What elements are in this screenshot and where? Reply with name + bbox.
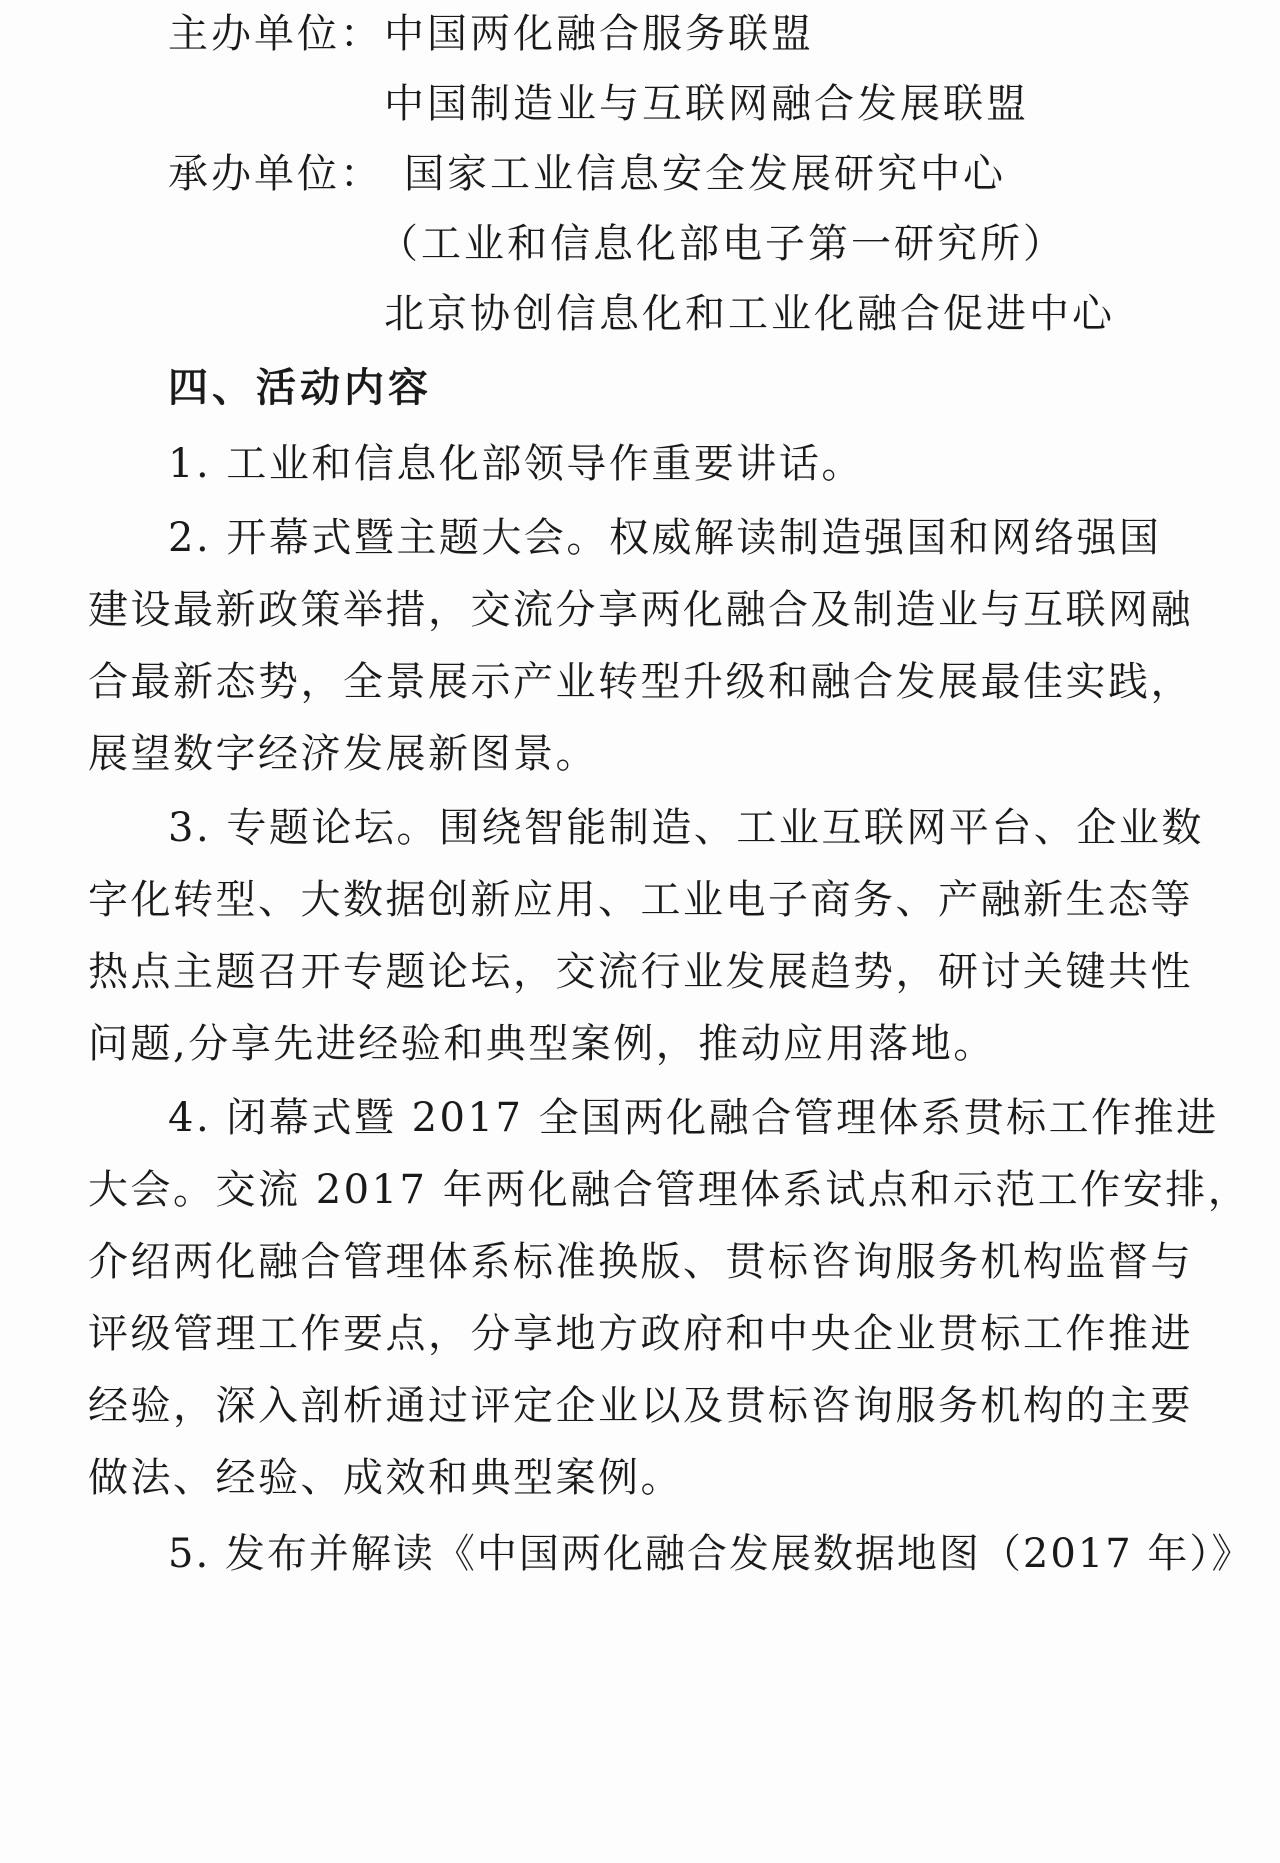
undertaker-org-2: 北京协创信息化和工业化融合促进中心 [384,291,1115,337]
item-3-line-2: 字化转型、大数据创新应用、工业电子商务、产融新生态等 [88,877,1193,923]
item-4-line-3: 介绍两化融合管理体系标准换版、贯标咨询服务机构监督与 [88,1239,1193,1285]
item-4-line-1: 4. 闭幕式暨 2017 全国两化融合管理体系贯标工作推进 [168,1095,1219,1141]
item-2-line-3: 合最新态势，全景展示产业转型升级和融合发展最佳实践， [88,659,1193,705]
host-label: 主办单位： [168,11,383,57]
item-2-line-1: 2. 开幕式暨主题大会。权威解读制造强国和网络强国 [168,515,1162,561]
item-3-line-1: 3. 专题论坛。围绕智能制造、工业互联网平台、企业数 [168,805,1204,851]
item-2-line-2: 建设最新政策举措，交流分享两化融合及制造业与互联网融 [88,587,1193,633]
item-4-line-5: 经验，深入剖析通过评定企业以及贯标咨询服务机构的主要 [88,1383,1193,1429]
item-4-line-4: 评级管理工作要点，分享地方政府和中央企业贯标工作推进 [88,1311,1193,1357]
item-3-line-4: 问题,分享先进经验和典型案例，推动应用落地。 [88,1021,996,1067]
host-org-1: 中国两化融合服务联盟 [384,11,814,57]
item-1-line-1: 1. 工业和信息化部领导作重要讲话。 [168,441,864,487]
host-org-2: 中国制造业与互联网融合发展联盟 [384,81,1029,127]
undertaker-org-1: 国家工业信息安全发展研究中心 [404,151,1006,197]
item-4-line-2: 大会。交流 2017 年两化融合管理体系试点和示范工作安排， [88,1167,1251,1213]
undertaker-label: 承办单位： [168,151,383,197]
item-5-line-1: 5. 发布并解读《中国两化融合发展数据地图（2017 年）》 [168,1531,1254,1577]
item-2-line-4: 展望数字经济发展新图景。 [88,731,598,777]
item-4-line-6: 做法、经验、成效和典型案例。 [88,1455,683,1501]
undertaker-org-1-note: （工业和信息化部电子第一研究所） [378,221,1066,267]
section-heading: 四、活动内容 [168,365,432,411]
item-3-line-3: 热点主题召开专题论坛，交流行业发展趋势，研讨关键共性 [88,949,1193,995]
